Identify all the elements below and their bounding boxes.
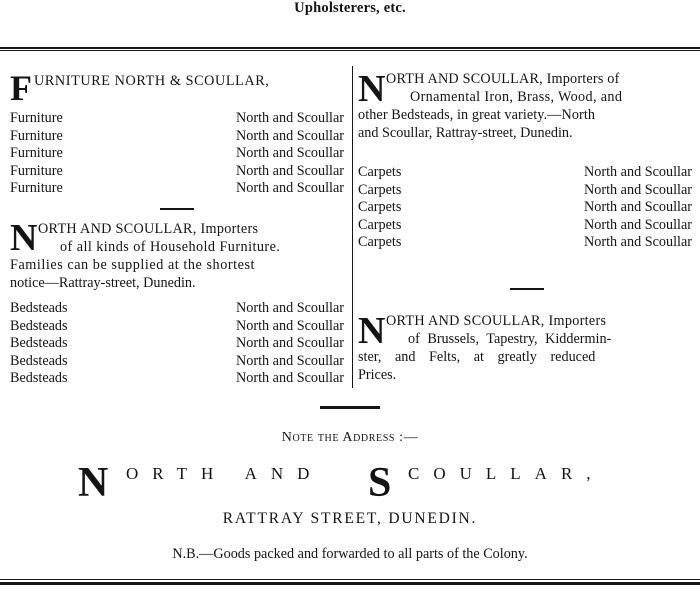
list-item: Furniture North and Scoullar bbox=[10, 145, 344, 161]
large-initial: N bbox=[78, 460, 109, 506]
firm-name-part: ORTH AND bbox=[126, 464, 324, 483]
list-item: Carpets North and Scoullar bbox=[358, 216, 692, 233]
list-item: Furniture North and Scoullar bbox=[10, 162, 344, 179]
list-item: Furniture North and Scoullar bbox=[10, 110, 344, 126]
advert-line: Prices. bbox=[358, 367, 397, 383]
list-item: Carpets North and Scoullar bbox=[358, 164, 692, 180]
drop-capital: N bbox=[10, 217, 38, 259]
carpets-list bbox=[358, 164, 692, 252]
section-heading: Upholsterers, etc. bbox=[294, 0, 406, 16]
advert-line: ster, and Felts, at greatly reduced bbox=[358, 349, 596, 365]
centre-rule bbox=[320, 406, 380, 409]
list-item: Bedsteads North and Scoullar bbox=[10, 317, 344, 334]
rule-bottom bbox=[0, 582, 700, 585]
list-item: Carpets North and Scoullar bbox=[358, 234, 692, 250]
large-initial: S bbox=[368, 460, 392, 506]
street-address: RATTRAY STREET, DUNEDIN. bbox=[222, 510, 478, 527]
list-item: Bedsteads North and Scoullar bbox=[10, 335, 344, 351]
list-item: Furniture North and Scoullar bbox=[10, 127, 344, 144]
rule-top bbox=[0, 47, 700, 49]
list-item: Carpets North and Scoullar bbox=[358, 199, 692, 215]
advert-line: of Brussels, Tapestry, Kiddermin- bbox=[408, 331, 612, 347]
advert-line: other Bedsteads, in great variety.—North bbox=[358, 107, 596, 123]
short-rule bbox=[160, 208, 194, 210]
advert-line: ORTH AND SCOULLAR, Importers bbox=[386, 313, 607, 329]
drop-capital: N bbox=[358, 68, 386, 110]
list-item: Carpets North and Scoullar bbox=[358, 181, 692, 198]
drop-capital: F bbox=[10, 68, 32, 108]
advert-line: ORTH AND SCOULLAR, Importers bbox=[38, 221, 259, 237]
rule-bottom-thin bbox=[0, 579, 700, 580]
advert-line: notice—Rattray-street, Dunedin. bbox=[10, 275, 196, 291]
drop-capital: N bbox=[358, 310, 386, 352]
list-item: Furniture North and Scoullar bbox=[10, 180, 344, 196]
left-column bbox=[10, 68, 344, 386]
list-item: Bedsteads North and Scoullar bbox=[10, 300, 344, 316]
furniture-list bbox=[10, 110, 344, 198]
list-item: Bedsteads North and Scoullar bbox=[10, 352, 344, 369]
furniture-advert bbox=[10, 70, 344, 198]
address-note: Note the Address :— bbox=[281, 430, 419, 445]
firm-name-part: COULLAR, bbox=[408, 464, 605, 483]
advert-line: Families can be supplied at the shortest bbox=[10, 257, 256, 273]
firm-name-banner bbox=[0, 458, 700, 508]
advert-line: Ornamental Iron, Brass, Wood, and bbox=[410, 89, 623, 105]
short-rule bbox=[510, 288, 544, 290]
shipping-note: N.B.—Goods packed and forwarded to all parts of the Colony. bbox=[172, 546, 528, 562]
list-item: Bedsteads North and Scoullar bbox=[10, 370, 344, 386]
advert-line: ORTH AND SCOULLAR, Importers of bbox=[386, 71, 620, 87]
rule-top-thin bbox=[0, 50, 700, 51]
right-column bbox=[358, 70, 692, 390]
bedsteads-list bbox=[10, 300, 344, 388]
advert-headline: URNITURE NORTH & SCOULLAR, bbox=[34, 73, 270, 89]
advert-line: of all kinds of Household Furniture. bbox=[60, 239, 281, 255]
column-divider bbox=[352, 66, 353, 388]
advert-line: and Scoullar, Rattray-street, Dunedin. bbox=[358, 125, 573, 141]
